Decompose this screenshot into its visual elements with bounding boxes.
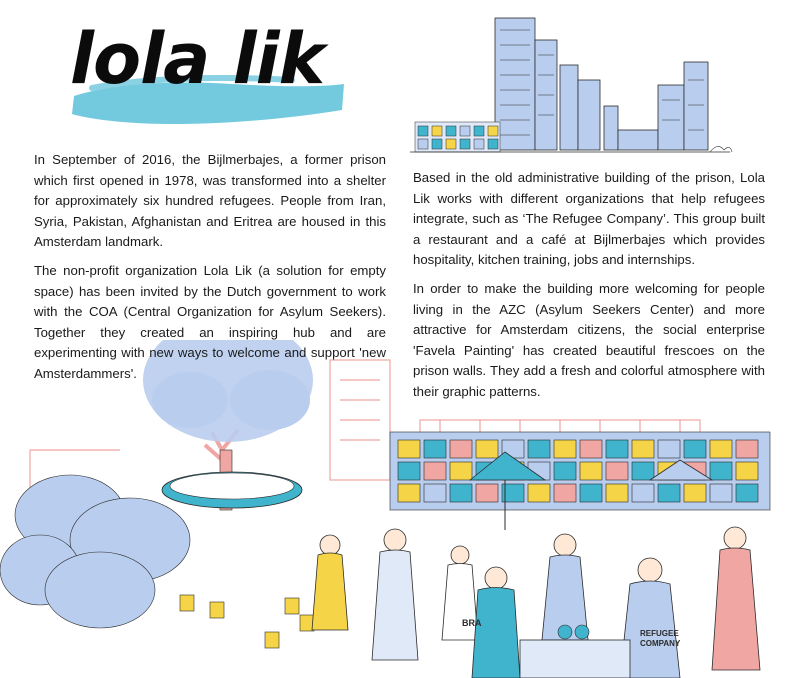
shirt-text-bra: BRA bbox=[462, 618, 482, 628]
left-paragraph-2: The non-profit organization Lola Lik (a solution for empty space) has been invited by the Dutch government to work with the COA (Central Organization for Asylum Seekers). Together they created an inspiring hub and are experimenting with new ways to welcome and support 'new Amsterdammers'. bbox=[34, 262, 386, 381]
right-paragraph-2: In order to make the building more welcoming for people living in the AZC (Asylum Seekers Center) and more attractive for Amsterdam citizens, the social enterprise 'Favela Painting' has created beautiful frescoes on the prison walls. They add a fresh and colorful atmosphere with their graphic patterns. bbox=[413, 280, 765, 399]
left-column bbox=[34, 150, 386, 393]
title-block bbox=[52, 14, 352, 134]
right-column bbox=[413, 168, 765, 411]
page-title: lola lik bbox=[70, 18, 325, 100]
right-paragraph-1: Based in the old administrative building of the prison, Lola Lik works with different organizations that help refugees integrate, such as ‘The Refugee Company’. This group built a restaurant and a café at Bijlmerbajes which provides hospitality, kitchen training, jobs and internships. bbox=[413, 170, 765, 268]
left-paragraph-1: In September of 2016, the Bijlmerbajes, a former prison which first opened in 1978, was transformed into a shelter for approximately six hundred refugees. People from Iran, Syria, Pakistan, Afghanistan and Eritrea are housed in this Amsterdam landmark. bbox=[34, 152, 386, 250]
skyline-illustration bbox=[410, 10, 740, 160]
shirt-text-refugee: REFUGEE bbox=[640, 629, 679, 638]
shirt-text-company: COMPANY bbox=[640, 639, 681, 648]
